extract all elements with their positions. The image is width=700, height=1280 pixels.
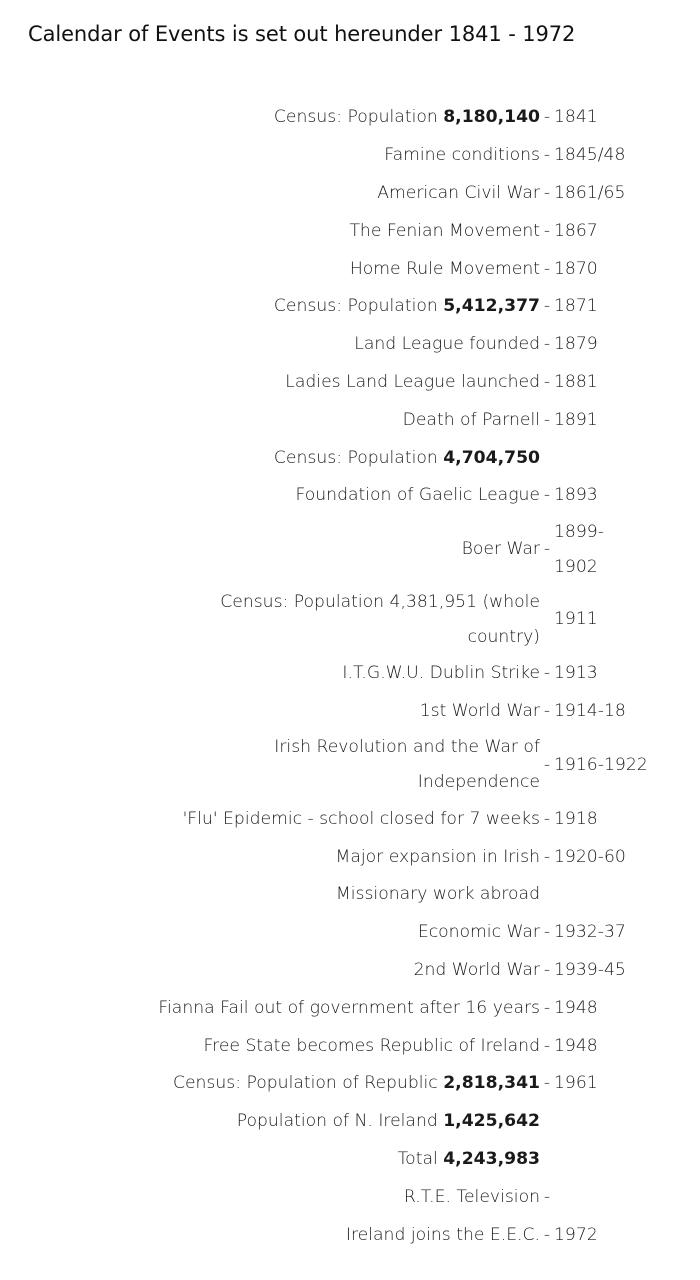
event-figure: 4,243,983 [443,1148,540,1169]
event-year: 1961 [554,1073,598,1094]
timeline-row [0,1065,700,1103]
timeline-row [0,952,700,990]
event-description [0,656,540,691]
timeline-row [0,1178,700,1216]
event-text: Census: Population [273,296,444,317]
event-description [0,840,540,875]
event-description [0,1180,540,1215]
event-description [0,1142,540,1177]
event-text: 'Flu' Epidemic - school closed for 7 weeks [182,808,540,829]
event-separator: - [543,1073,551,1094]
event-text: The Fenian Movement [349,220,540,241]
event-year: 1914-18 [554,700,626,721]
event-text: Fianna Fail out of government after 16 years [158,997,540,1018]
event-text: Census: Population of Republic [172,1073,444,1094]
event-separator: - [543,997,551,1018]
timeline-row [0,1141,700,1179]
timeline-row [0,137,700,175]
event-separator: - [543,539,551,560]
event-separator: - [543,700,551,721]
event-text: Census: Population 4,381,951 (whole country) [220,591,540,647]
event-description [0,252,540,287]
event-text: Death of Parnell [402,409,540,430]
event-text: 2nd World War [413,959,540,980]
event-separator: - [543,1224,551,1245]
event-year: 1932-37 [554,922,626,943]
event-text: Total [397,1148,444,1169]
event-text: Census: Population [273,447,444,468]
event-separator: - [543,220,551,241]
event-description [0,138,540,173]
page-title: Calendar of Events is set out hereunder 1841 - 1972 [28,22,576,46]
event-separator: - [543,182,551,203]
event-separator: - [543,959,551,980]
event-separator: - [543,808,551,829]
event-year: 1939-45 [554,959,626,980]
event-year: 1881 [554,371,598,392]
event-description [0,694,540,729]
event-year: 1948 [554,997,598,1018]
timeline-row [0,914,700,952]
event-year: 1972 [554,1224,598,1245]
event-description [0,1218,540,1253]
event-year: 1899-1902 [554,521,604,577]
event-description [0,532,540,567]
event-year: 1841 [554,107,598,128]
event-figure: 1,425,642 [443,1111,540,1132]
event-description [0,365,540,400]
event-text: 1st World War [419,700,540,721]
event-year: 1918 [554,808,598,829]
timeline-row [0,876,700,914]
event-year: 1911 [554,609,598,630]
event-separator: - [543,1035,551,1056]
timeline-row [0,175,700,213]
event-description [0,1029,540,1064]
timeline-row [0,693,700,731]
timeline-row [0,838,700,876]
event-figure: 8,180,140 [443,107,540,128]
event-separator: - [543,754,551,775]
event-description [0,478,540,513]
event-description [0,991,540,1026]
timeline-row [0,99,700,137]
event-text: Irish Revolution and the War of Independence [274,737,540,793]
timeline-row [0,1216,700,1254]
event-description [0,214,540,249]
event-year: 1920-60 [554,846,626,867]
event-year: 1916-1922 [554,754,648,775]
event-description [0,1104,540,1139]
timeline-row [0,326,700,364]
event-description [0,802,540,837]
timeline-row [0,364,700,402]
event-separator: - [543,296,551,317]
event-text: Ladies Land League launched [285,371,540,392]
event-description [0,1066,540,1101]
event-separator: - [543,107,551,128]
event-description [0,585,540,655]
event-text: Famine conditions [384,145,540,166]
event-description [0,100,540,135]
timeline-row [0,212,700,250]
event-separator: - [543,409,551,430]
timeline-row [0,800,700,838]
event-description [0,289,540,324]
event-text: R.T.E. Television [403,1186,540,1207]
event-separator: - [543,258,551,279]
event-text: I.T.G.W.U. Dublin Strike [342,663,540,684]
event-text: Census: Population [273,107,444,128]
event-separator: - [543,663,551,684]
event-description [0,953,540,988]
timeline-row [0,439,700,477]
event-text: Missionary work abroad [335,884,540,905]
event-separator: - [543,846,551,867]
event-year: 1893 [554,485,598,506]
event-year: 1891 [554,409,598,430]
event-description [0,403,540,438]
event-text: Foundation of Gaelic League [295,485,540,506]
timeline-row [0,515,700,585]
timeline-row [0,250,700,288]
event-year: 1871 [554,296,598,317]
event-year: 1879 [554,334,598,355]
timeline-row [0,401,700,439]
event-description [0,441,540,476]
event-description [0,877,540,912]
event-year: 1948 [554,1035,598,1056]
event-text: Land League founded [354,334,540,355]
event-figure: 5,412,377 [443,296,540,317]
event-text: Boer War [461,539,540,560]
timeline-row [0,1027,700,1065]
event-description [0,327,540,362]
event-text: Home Rule Movement [349,258,540,279]
event-figure: 2,818,341 [443,1073,540,1094]
event-separator: - [543,371,551,392]
event-year: 1867 [554,220,598,241]
event-description [0,176,540,211]
event-text: Population of N. Ireland [236,1111,444,1132]
event-year: 1913 [554,663,598,684]
event-separator: - [543,1186,551,1207]
event-year: 1870 [554,258,598,279]
event-separator: - [543,922,551,943]
event-separator: - [543,485,551,506]
timeline-row [0,989,700,1027]
event-text: Major expansion in Irish [335,846,540,867]
event-separator: - [543,334,551,355]
event-text: American Civil War [377,182,540,203]
event-separator: - [543,145,551,166]
timeline-row [0,655,700,693]
event-year: 1845/48 [554,145,626,166]
event-description [0,730,540,800]
event-text: Economic War [417,922,540,943]
event-description [0,915,540,950]
event-figure: 4,704,750 [443,447,540,468]
event-timeline [0,99,700,1254]
event-text: Free State becomes Republic of Ireland [203,1035,540,1056]
timeline-row [0,585,700,655]
timeline-row [0,730,700,800]
event-year: 1861/65 [554,182,626,203]
timeline-row [0,1103,700,1141]
timeline-row [0,477,700,515]
timeline-row [0,288,700,326]
event-text: Ireland joins the E.E.C. [345,1224,540,1245]
